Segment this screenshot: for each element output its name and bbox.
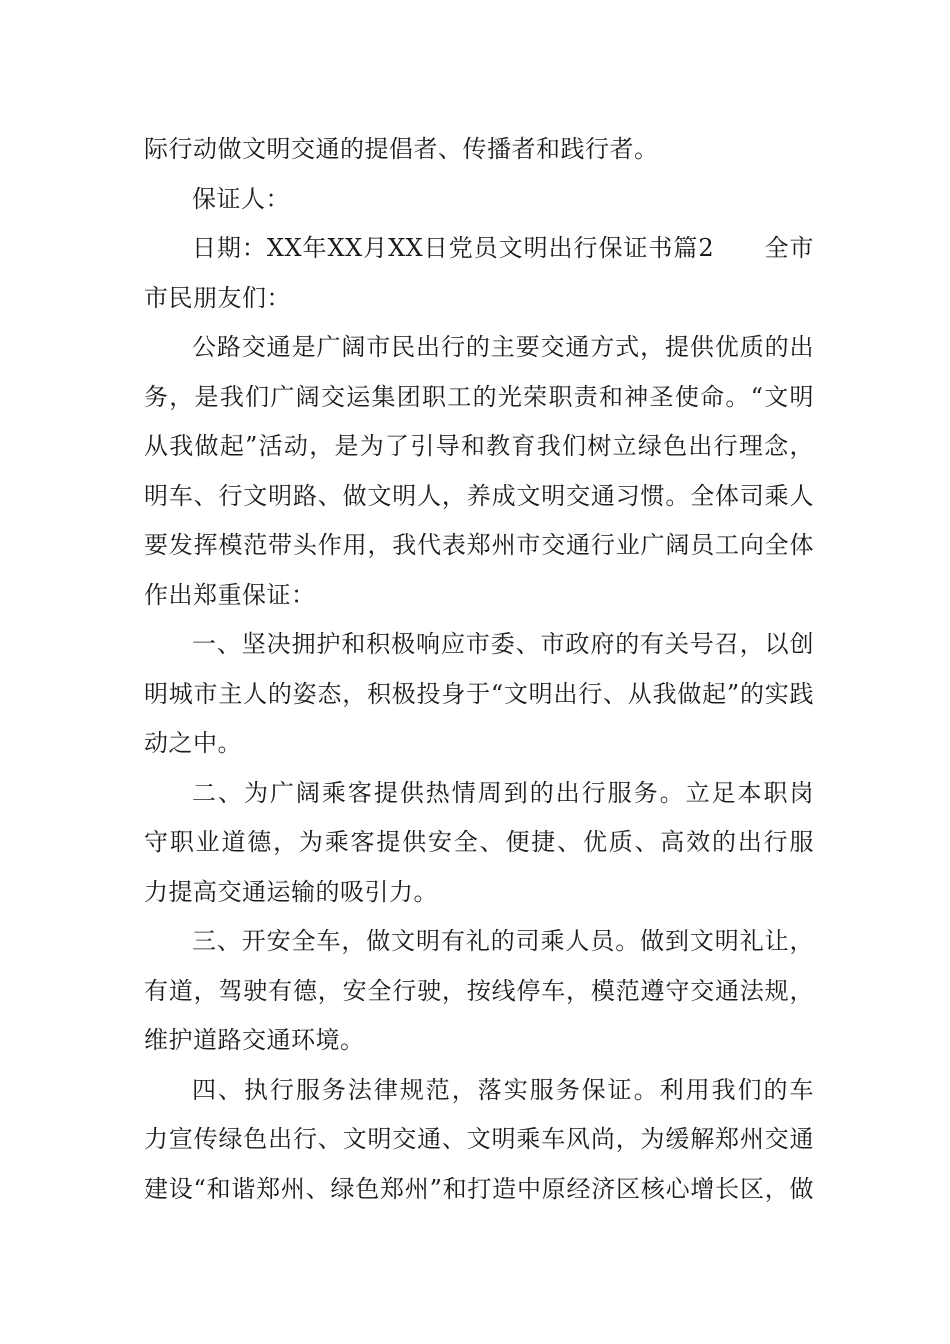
text-line: 市民朋友们： [144, 283, 291, 312]
text-line: 际行动做文明交通的提倡者、传播者和践行者。 [144, 135, 659, 163]
text-line: 要发挥模范带头作用，我代表郑州市交通行业广阔员工向全体 [144, 531, 814, 559]
text-line: 力提高交通运输的吸引力。 [144, 877, 438, 906]
text-line: 作出郑重保证： [144, 580, 316, 609]
text-line: 明车、行文明路、做文明人，养成文明交通习惯。全体司乘人 [144, 481, 814, 510]
text-line: 守职业道德，为乘客提供安全、便捷、优质、高效的出行服 [144, 828, 814, 856]
text-line: 有道，驾驶有德，安全行驶，按线停车，模范遵守交通法规， [144, 976, 814, 1005]
text-line: 维护道路交通环境。 [144, 1026, 365, 1054]
text-line: 一、坚决拥护和积极响应市委、市政府的有关号召，以创 [192, 630, 814, 658]
document-body [144, 125, 814, 1214]
text-line: 明城市主人的姿态，积极投身于“文明出行、从我做起”的实践 [144, 679, 814, 708]
text-line: 二、为广阔乘客提供热情周到的出行服务。立足本职岗 [192, 778, 814, 807]
text-line: 日期：XX年XX月XX日党员文明出行保证书篇2 全市 [192, 234, 814, 262]
text-line: 保证人： [192, 184, 290, 213]
text-line: 力宣传绿色出行、文明交通、文明乘车风尚，为缓解郑州交通 [144, 1125, 814, 1153]
text-line: 动之中。 [144, 729, 242, 757]
text-line: 三、开安全车，做文明有礼的司乘人员。做到文明礼让， [192, 927, 814, 955]
text-line: 务，是我们广阔交运集团职工的光荣职责和神圣使命。“文明 [144, 382, 814, 411]
text-line: 建设“和谐郑州、绿色郑州”和打造中原经济区核心增长区，做 [144, 1174, 814, 1203]
text-line: 四、执行服务法律规范，落实服务保证。利用我们的车 [192, 1075, 814, 1104]
text-line: 从我做起”活动，是为了引导和教育我们树立绿色出行理念， [144, 432, 814, 460]
text-line: 公路交通是广阔市民出行的主要交通方式，提供优质的出 [192, 333, 814, 361]
